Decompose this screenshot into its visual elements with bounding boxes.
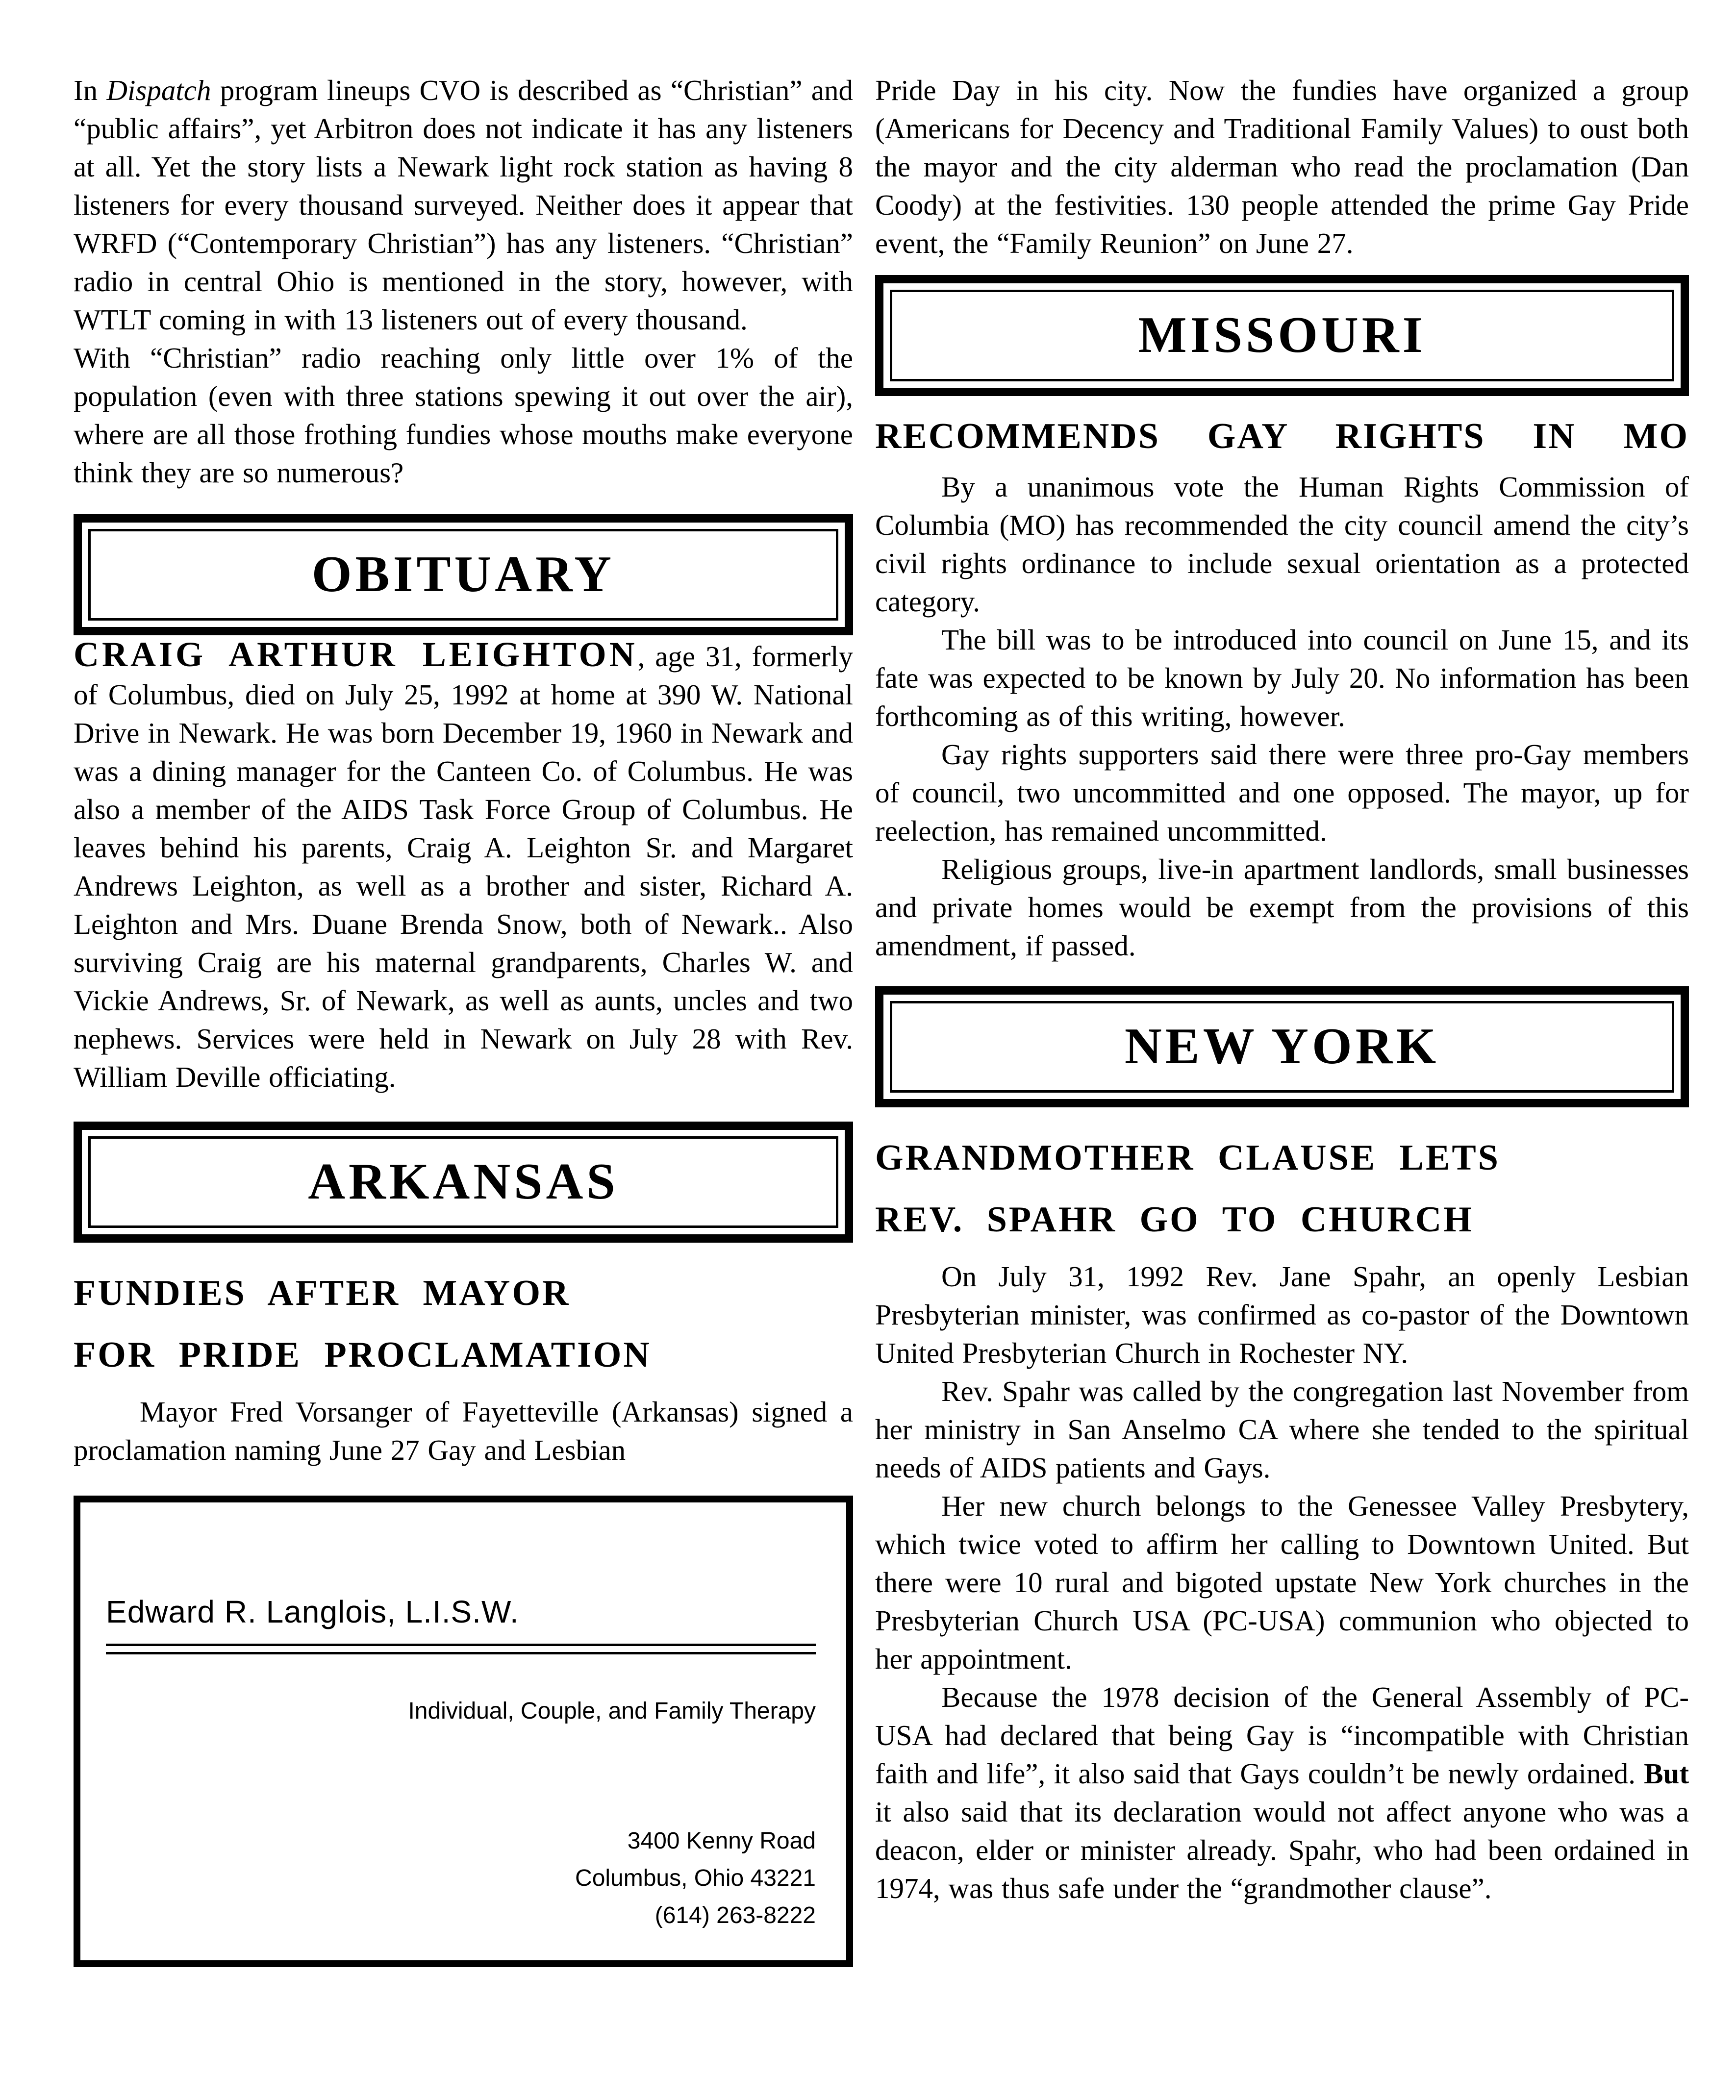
arkansas-headline: [74, 1262, 853, 1386]
new-york-paragraph-3: Her new church belongs to the Genessee Valley Presbytery, which twice voted to affirm her calling to Downtown United. But there were 10 rural and bigoted upstate New York churches in the Presbyterian Church USA (PC-USA) communion who objected to her appointment.: [875, 1490, 1689, 1675]
section-header-obituary-label: OBITUARY: [88, 529, 838, 621]
intro-paragraph-1-text: program lineups CVO is described as “Christian” and “public affairs”, yet Arbitron does not indicate it has any listeners at all. Yet the story lists a Newark light rock station as having 8 listeners for every thousand surveyed. Neither does it appear that WRFD (“Contemporary Christian”) has any listeners. “Christian” radio in central Ohio is mentioned in the story, however, with WTLT coming in with 13 listeners out of every thousand.: [74, 74, 853, 336]
section-header-arkansas-label: ARKANSAS: [88, 1136, 838, 1228]
arkansas-headline-line1: FUNDIES AFTER MAYOR: [74, 1273, 571, 1313]
new-york-headline: [875, 1127, 1689, 1250]
section-header-arkansas: [74, 1122, 853, 1243]
intro-paragraph-2: With “Christian” radio reaching only little over 1% of the population (even with three stations spewing it out over the air), where are all those frothing fundies whose mouths make everyone think they are so numerous?: [74, 342, 853, 489]
ad-address-line1: 3400 Kenny Road: [627, 1828, 816, 1854]
ad-name: Edward R. Langlois, L.I.S.W.: [106, 1594, 519, 1629]
obituary-paragraph: [74, 635, 853, 1096]
left-column: [74, 71, 853, 2061]
missouri-paragraph-2: The bill was to be introduced into council on June 15, and its fate was expected to be known by July 20. No information has been forthcoming as of this writing, however.: [875, 624, 1689, 732]
ad-address: [106, 1823, 816, 1934]
arkansas-continued-paragraph: Pride Day in his city. Now the fundies have organized a group (Americans for Decency and Traditional Family Values) to oust both the mayor and the city alderman who read the proclamation (Dan Coody) at the festivities. 130 people attended the prime Gay Pride event, the “Family Reunion” on June 27.: [875, 74, 1689, 259]
obituary-deceased-name: CRAIG ARTHUR LEIGHTON: [74, 635, 638, 674]
ad-tagline: Individual, Couple, and Family Therapy: [408, 1698, 816, 1724]
new-york-paragraph-4-after: it also said that its declaration would not affect anyone who was a deacon, elder or minister already. Spahr, who had been ordained in 1974, was thus safe under the “grandmother clause”.: [875, 1796, 1689, 1904]
missouri-paragraph-3: Gay rights supporters said there were three pro-Gay members of council, two uncommitted and one opposed. The mayor, up for reelection, has remained uncommitted.: [875, 738, 1689, 847]
new-york-headline-line2: REV. SPAHR GO TO CHURCH: [875, 1200, 1474, 1240]
section-header-obituary: [74, 514, 853, 635]
section-header-new-york-label: NEW YORK: [890, 1001, 1674, 1093]
intro-paragraph-1: [74, 71, 853, 339]
right-column: [875, 71, 1689, 2061]
ad-divider: [106, 1644, 816, 1654]
section-header-missouri-label: MISSOURI: [890, 290, 1674, 381]
section-header-missouri: [875, 275, 1689, 396]
arkansas-paragraph: Mayor Fred Vorsanger of Fayetteville (Arkansas) signed a proclamation naming June 27 Gay and Lesbian: [74, 1396, 853, 1466]
arkansas-headline-line2: FOR PRIDE PROCLAMATION: [74, 1335, 652, 1375]
new-york-headline-line1: GRANDMOTHER CLAUSE LETS: [875, 1138, 1500, 1178]
ad-phone: (614) 263-8222: [654, 1902, 816, 1928]
journal-name-italic: Dispatch: [106, 74, 211, 106]
missouri-paragraph-4: Religious groups, live-in apartment landlords, small businesses and private homes would be exempt from the provisions of this amendment, if passed.: [875, 853, 1689, 962]
missouri-paragraph-1: By a unanimous vote the Human Rights Commission of Columbia (MO) has recommended the city council amend the city’s civil rights ordinance to include sexual orientation as a protected category.: [875, 471, 1689, 618]
missouri-headline: RECOMMENDS GAY RIGHTS IN MO: [875, 416, 1689, 456]
therapist-ad: [74, 1496, 853, 1967]
intro-paragraph-1-prefix: In: [74, 74, 107, 106]
new-york-paragraph-4-before: Because the 1978 decision of the General Assembly of PC-USA had declared that being Gay is “incompatible with Christian faith and life”, it also said that Gays couldn’t be newly ordained.: [875, 1681, 1689, 1790]
new-york-paragraph-1: On July 31, 1992 Rev. Jane Spahr, an openly Lesbian Presbyterian minister, was confirmed as co-pastor of the Downtown United Presbyterian Church in Rochester NY.: [875, 1260, 1689, 1369]
new-york-paragraph-4-bold-word: But: [1644, 1757, 1689, 1790]
new-york-paragraph-2: Rev. Spahr was called by the congregation last November from her ministry in San Anselmo CA where she tended to the spiritual needs of AIDS patients and Gays.: [875, 1375, 1689, 1484]
section-header-new-york: [875, 986, 1689, 1107]
new-york-paragraph-4: [875, 1678, 1689, 1907]
obituary-body-text: , age 31, formerly of Columbus, died on July 25, 1992 at home at 390 W. National Drive in Newark. He was born December 19, 1960 in Newark and was a dining manager for the Canteen Co. of Columbus. He was also a member of the AIDS Task Force Group of Columbus. He leaves behind his parents, Craig A. Leighton Sr. and Margaret Andrews Leighton, as well as a brother and sister, Richard A. Leighton and Mrs. Duane Brenda Snow, both of Newark.. Also surviving Craig are his maternal grandparents, Charles W. and Vickie Andrews, Sr. of Newark, as well as aunts, uncles and two nephews. Services were held in Newark on July 28 with Rev. William Deville officiating.: [74, 640, 853, 1093]
ad-address-line2: Columbus, Ohio 43221: [575, 1865, 816, 1891]
